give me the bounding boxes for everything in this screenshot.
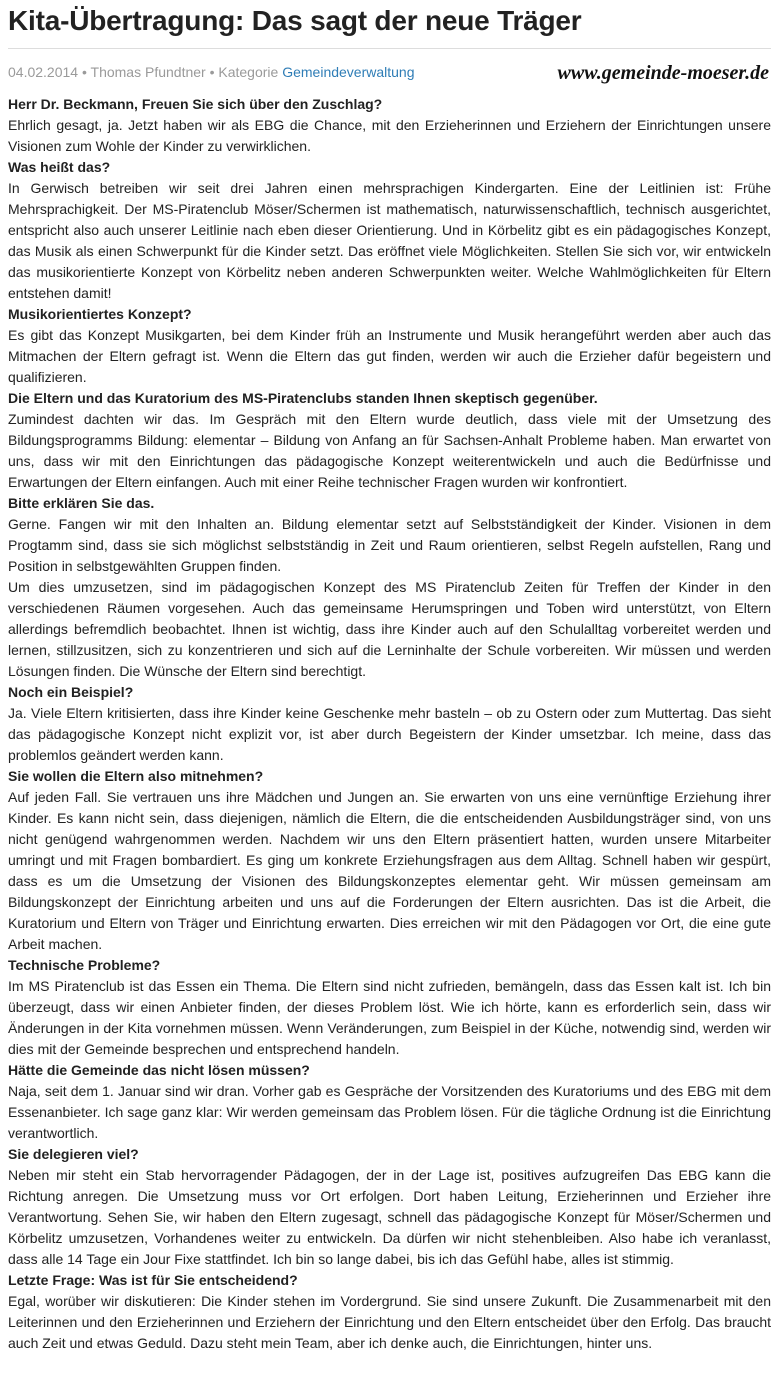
interview-answer: Neben mir steht ein Stab hervorragender Pädagogen, der in der Lage ist, positives aufzugreifen Das EBG kann die Richtung anregen. Die Umsetzung muss vor Ort erfolgen. Dort haben Leitung, Erzieherinnen und Erzieher ihre Verantwortung. Sehen Sie, wir haben den Eltern zugesagt, schnell das pädagogische Konzept für Möser/Schermen und Körbelitz umzusetzen, Vorhandenes weiter zu entwickeln. Da dürfen wir nicht stehenbleiben. Also habe ich veranlasst, dass alle 14 Tage ein Jour Fixe stattfindet. Ich bin so lange dabei, bis ich das Gefühl habe, alles ist stimmig. xyxy=(8,1167,771,1267)
article-date: 04.02.2014 xyxy=(8,64,79,80)
meta-separator: • xyxy=(209,64,215,80)
interview-question: Noch ein Beispiel? xyxy=(8,684,134,700)
interview-question: Musikorientiertes Konzept? xyxy=(8,306,192,322)
interview-question: Sie wollen die Eltern also mitnehmen? xyxy=(8,768,264,784)
article-body xyxy=(8,94,771,1354)
interview-question: Technische Probleme? xyxy=(8,957,161,973)
interview-answer: Es gibt das Konzept Musikgarten, bei dem Kinder früh an Instrumente und Musik herangeführt werden aber auch das Mitmachen der Eltern gefragt ist. Wenn die Eltern das gut finden, werden wir auch die Erzieher dafür begeistern und qualifizieren. xyxy=(8,327,771,385)
category-label: Kategorie xyxy=(218,64,279,80)
site-url-watermark: www.gemeinde-moeser.de xyxy=(557,62,769,84)
interview-question: Was heißt das? xyxy=(8,159,111,175)
interview-answer: Im MS Piratenclub ist das Essen ein Thema. Die Eltern sind nicht zufrieden, bemängeln, dass das Essen kalt ist. Ich bin überzeugt, dass wir einen Anbieter finden, der dieses Problem löst. Wie ich hörte, kann es erforderlich sein, dass wir Änderungen in der Kita vornehmen müssen. Wenn Veränderungen, zum Beispiel in der Küche, notwendig sind, werden wir dies mit der Gemeinde besprechen und entsprechend handeln. xyxy=(8,978,771,1057)
interview-answer: Auf jeden Fall. Sie vertrauen uns ihre Mädchen und Jungen an. Sie erwarten von uns eine vernünftige Erziehung ihrer Kinder. Es kann nicht sein, dass diejenigen, nämlich die Eltern, die die entscheidenden Ausbildungsträger sind, von uns nicht genügend wahrgenommen werden. Nachdem wir uns den Eltern präsentiert hatten, wurden unsere Mitarbeiter umringt und mit Fragen bombardiert. Es ging um konkrete Erziehungsfragen aus dem Alltag. Schnell haben wir gespürt, dass es um die Umsetzung der Visionen des Bildungskonzeptes elementar geht. Wir müssen gemeinsam am Bildungskonzept der Einrichtung arbeiten und uns auf die Forderungen der Eltern ausrichten. Das ist die Arbeit, die Kuratorium und Eltern von Träger und Einrichtung erwarten. Dies erreichen wir mit den Pädagogen vor Ort, die eine gute Arbeit machen. xyxy=(8,789,771,952)
article-meta-row xyxy=(8,55,771,89)
interview-answer: Gerne. Fangen wir mit den Inhalten an. Bildung elementar setzt auf Selbstständigkeit der Kinder. Visionen in dem Progtamm sind, dass sie sich möglichst selbstständig in Zeit und Raum orientieren, selbst Regeln aufstellen, Rang und Position in selbstgewählten Gruppen finden. xyxy=(8,516,771,574)
interview-answer: Zumindest dachten wir das. Im Gespräch mit den Eltern wurde deutlich, dass viele mit der Umsetzung des Bildungsprogramms Bildung: elementar – Bildung von Anfang an für Sachsen-Anhalt Probleme haben. Man erwartet von uns, dass wir mit den Einrichtungen das pädagogische Konzept weiterentwickeln und auch die Bedürfnisse und Erwartungen der Eltern einfangen. Auch mit einer Reihe technischer Fragen wurden wir konfrontiert. xyxy=(8,411,771,490)
interview-question: Sie delegieren viel? xyxy=(8,1146,139,1162)
article-title: Kita-Übertragung: Das sagt der neue Träger xyxy=(8,5,582,36)
interview-answer: Naja, seit dem 1. Januar sind wir dran. Vorher gab es Gespräche der Vorsitzenden des Kuratoriums und des EBG mit dem Essenanbieter. Ich sage ganz klar: Wir werden gemeinsam das Problem lösen. Für die tägliche Ordnung ist die Einrichtung verantwortlich. xyxy=(8,1083,771,1141)
interview-question: Hätte die Gemeinde das nicht lösen müssen? xyxy=(8,1062,310,1078)
title-divider xyxy=(8,48,771,49)
interview-answer: Ja. Viele Eltern kritisierten, dass ihre Kinder keine Geschenke mehr basteln – ob zu Ostern oder zum Muttertag. Das sieht das pädagogische Konzept nicht explizit vor, ist aber durch Begeistern der Kinder umsetzbar. Ich meine, dass das problemlos geändert werden kann. xyxy=(8,705,771,763)
interview-question: Bitte erklären Sie das. xyxy=(8,495,155,511)
interview-answer: Um dies umzusetzen, sind im pädagogischen Konzept des MS Piratenclub Zeiten für Treffen der Kinder in den verschiedenen Räumen vorgesehen. Auch das gemeinsame Herumspringen und Toben wird unterstützt, von Eltern allerdings befremdlich beobachtet. Ihnen ist wichtig, dass ihre Kinder auch auf den Schulalltag vorbereitet werden und lernen, stillzusitzen, sich zu konzentrieren und sich auf die Lerninhalte der Schule vorbereiten. Wir müssen und werden Lösungen finden. Die Wünsche der Eltern sind berechtigt. xyxy=(8,579,771,679)
article-meta xyxy=(8,63,415,81)
meta-separator: • xyxy=(81,64,87,80)
category-link[interactable]: Gemeindeverwaltung xyxy=(282,64,415,80)
article-author[interactable]: Thomas Pfundtner xyxy=(90,64,206,80)
interview-answer: Egal, worüber wir diskutieren: Die Kinder stehen im Vordergrund. Sie sind unsere Zukunft. Die Zusammenarbeit mit den Leiterinnen und den Erzieherinnen und Erziehern der Einrichtung und den Eltern entscheidet über den Erfolg. Das braucht auch Zeit und etwas Geduld. Dazu steht mein Team, aber ich denke auch, die Einrichtungen, hinter uns. xyxy=(8,1293,771,1351)
interview-question: Die Eltern und das Kuratorium des MS-Piratenclubs standen Ihnen skeptisch gegenüber. xyxy=(8,390,598,406)
interview-answer: In Gerwisch betreiben wir seit drei Jahren einen mehrsprachigen Kindergarten. Eine der Leitlinien ist: Frühe Mehrsprachigkeit. Der MS-Piratenclub Möser/Schermen ist mathematisch, naturwissenschaftlich, technisch ausgerichtet, entspricht also auch unserer Leitlinie nach eben dieser Orientierung. Und in Körbelitz gibt es ein pädagogisches Konzept, das Musik als einen Schwerpunkt für die Kinder setzt. Das eröffnet viele Möglichkeiten. Stellen Sie sich vor, wir entwickeln das musikorientierte Konzept von Körbelitz neben anderen Schwerpunkten weiter. Welche Wahlmöglichkeiten für Eltern entstehen damit! xyxy=(8,180,771,301)
interview-question: Letzte Frage: Was ist für Sie entscheidend? xyxy=(8,1272,298,1288)
interview-answer: Ehrlich gesagt, ja. Jetzt haben wir als EBG die Chance, mit den Erzieherinnen und Erziehern der Einrichtungen unsere Visionen zum Wohle der Kinder zu verwirklichen. xyxy=(8,117,771,154)
interview-question: Herr Dr. Beckmann, Freuen Sie sich über den Zuschlag? xyxy=(8,96,383,112)
